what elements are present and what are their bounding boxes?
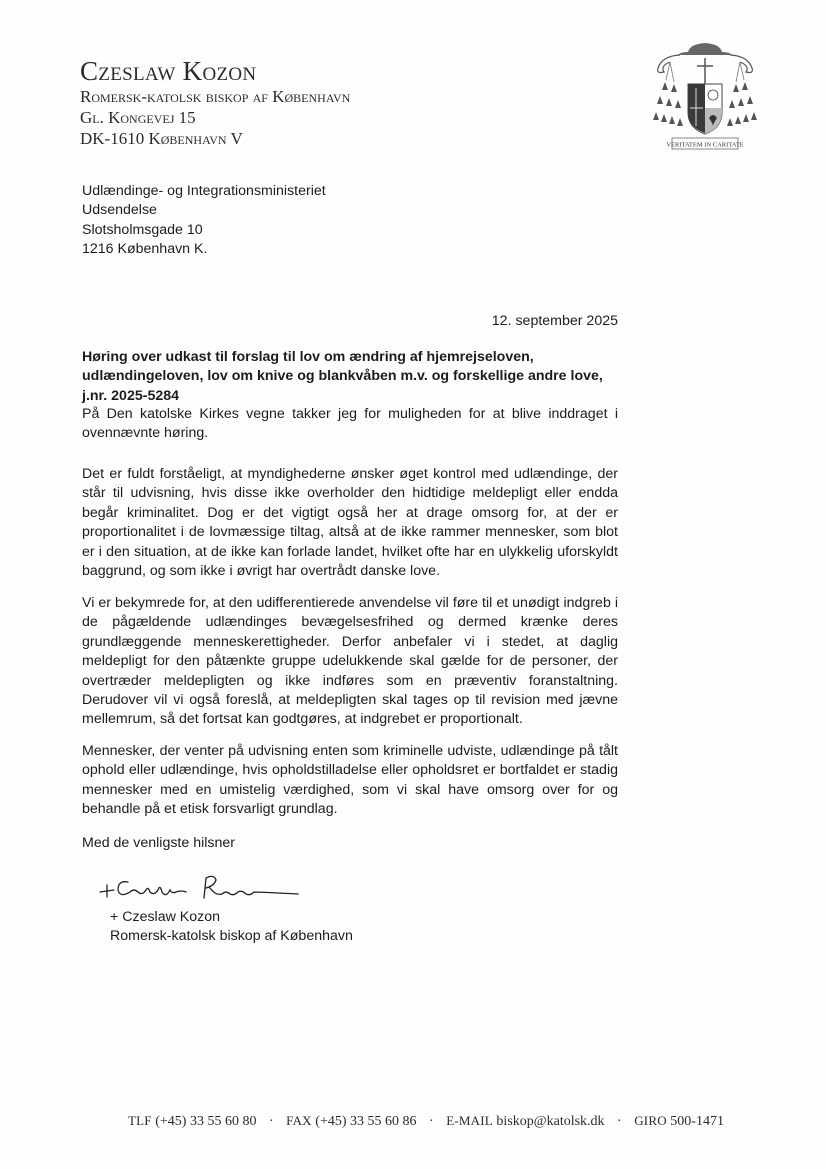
footer-phone: [128, 1114, 260, 1129]
footer-separator: ·: [617, 1114, 622, 1129]
body-paragraph: Vi er bekymrede for, at den udifferentierede anvendelse vil føre til et unødigt indgreb i de pågældende udlændinges bevægelsesfrihed og dermed krænke deres grundlæggende menneskerettigheder. Derfor anbefaler vi i stedet, at daglig meldepligt for den påtænkte gruppe udelukkende skal gælde for de personer, der overtræder meldepligten og ikke indføres som en præventiv foranstaltning. Derudover vil vi også foreslå, at meldepligten skal tages op til revision med jævne mellemrum, så det fortsat kan godtgøres, at indgrebet er proportionalt.: [82, 595, 618, 728]
svg-text:VERITATEM IN CARITATE: VERITATEM IN CARITATE: [666, 141, 744, 149]
recipient-line: Slotsholmsgade 10: [82, 221, 203, 238]
footer-label: GIRO: [634, 1113, 667, 1128]
sender-name: Czeslaw Kozon: [80, 56, 257, 86]
signer-block: [110, 908, 353, 947]
sender-title: Romersk-katolsk biskop af København: [80, 87, 351, 106]
footer-value: (+45) 33 55 60 86: [315, 1114, 417, 1129]
footer-giro: [634, 1114, 724, 1129]
closing-salutation: Med de venligste hilsner: [82, 835, 235, 851]
footer-separator: ·: [429, 1114, 434, 1129]
letter-footer: [128, 1113, 724, 1130]
footer-label: E-MAIL: [446, 1113, 493, 1128]
body-paragraph: Det er fuldt forståeligt, at myndighederne ønsker øget kontrol med udlændinge, der står til udvisning, hvis disse ikke overholder den hidtidige meldepligt eller endda begår kriminalitet. Dog er det vigtigt også her at drage omsorg for, at der er proportionalitet i de lovmæssige tiltag, altså at de ikke rammer mennesker, som blot er i den situation, at de ikke kan forlade landet, hvilket ofte har en ulykkelig uforskyldt baggrund, og som ikke i øvrigt har overtrådt danske love.: [82, 466, 618, 580]
recipient-address: [82, 182, 326, 260]
footer-label: TLF: [128, 1113, 152, 1128]
recipient-line: 1216 København K.: [82, 241, 208, 258]
body-paragraph: På Den katolske Kirkes vegne takker jeg for muligheden for at blive inddraget i ovennævnte høring.: [82, 406, 618, 442]
handwritten-signature-icon: [98, 870, 308, 904]
footer-separator: ·: [268, 1114, 274, 1129]
sender-city: DK-1610 København V: [80, 129, 243, 148]
body-paragraph: Mennesker, der venter på udvisning enten som kriminelle udviste, udlændinge på tålt ophold eller udlændinge, hvis opholdstilladelse eller opholdsret er bortfaldet er stadig mennesker med en umistelig værdighed, som vi skal have omsorg over for og behandle på et etisk forsvarligt grundlag.: [82, 743, 618, 818]
footer-label: FAX: [286, 1113, 312, 1128]
recipient-line: Udlændinge- og Integrationsministeriet: [82, 183, 326, 199]
footer-fax: [286, 1114, 420, 1129]
signer-name: + Czeslaw Kozon: [110, 909, 221, 925]
footer-email: [446, 1114, 608, 1129]
footer-email-link[interactable]: biskop@katolsk.dk: [496, 1114, 605, 1129]
recipient-line: Udsendelse: [82, 202, 157, 219]
subject-line: Høring over udkast til forslag til lov om ændring af hjemrejseloven, udlændingeloven, lov om knive og blankvåben m.v. og forskellige andre love, j.nr. 2025-5284: [82, 349, 603, 404]
footer-value: (+45) 33 55 60 80: [155, 1114, 257, 1129]
letterhead: [80, 56, 350, 149]
coat-of-arms-icon: [650, 38, 760, 153]
signer-title: Romersk-katolsk biskop af København: [110, 928, 353, 945]
sender-street: Gl. Kongevej 15: [80, 108, 196, 127]
footer-value: 500-1471: [670, 1114, 724, 1129]
letter-date: 12. september 2025: [491, 313, 618, 329]
